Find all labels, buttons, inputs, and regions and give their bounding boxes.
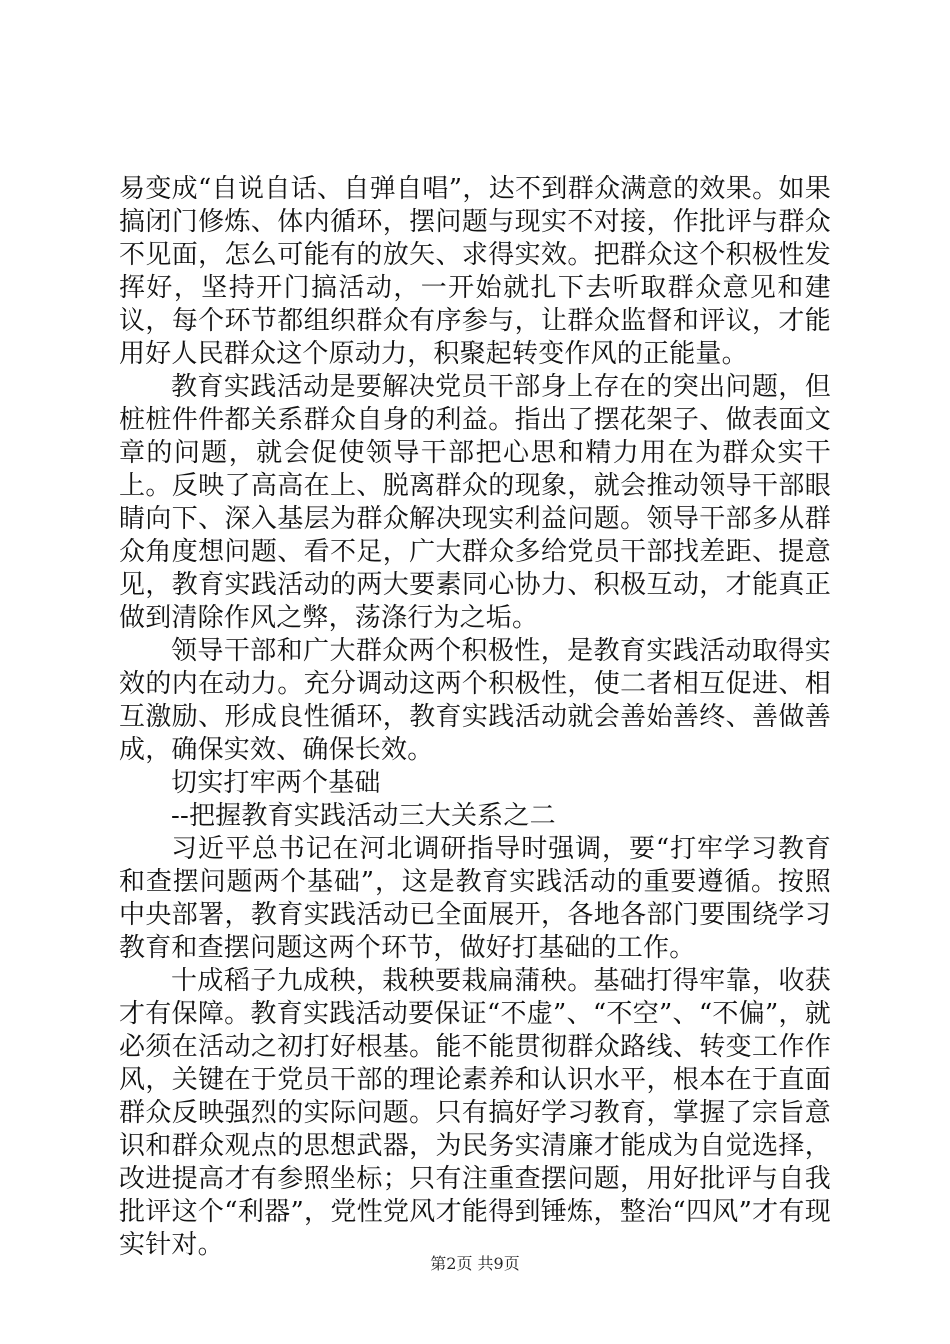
section-title: 切实打牢两个基础 bbox=[171, 768, 381, 798]
paragraph-2: 教育实践活动是要解决党员干部身上存在的突出问题，但桩桩件件都关系群众自身的利益。指出了摆花架子、做表面文章的问题，就会促使领导干部把心思和精力用在为群众实干上。反映了高高在上、脱离群众的现象，就会推动领导干部眼睛向下、深入基层为群众解决现实利益问题。领导干部多从群众角度想问题、看不足，广大群众多给党员干部找差距、提意见，教育实践活动的两大要素同心协力、积极互动，才能真正做到清除作风之弊，荡涤行为之垢。 bbox=[119, 372, 831, 633]
page-number-footer: 第2页 共9页 bbox=[430, 1254, 520, 1273]
paragraph-3: 领导干部和广大群众两个积极性，是教育实践活动取得实效的内在动力。充分调动这两个积极性，使二者相互促进、相互激励、形成良性循环，教育实践活动就会善始善终、善做善成，确保实效、确保长效。 bbox=[119, 636, 831, 765]
document-body bbox=[119, 173, 831, 1262]
paragraph-1: 易变成“自说自话、自弹自唱”，达不到群众满意的效果。如果搞闭门修炼、体内循环，摆问题与现实不对接，作批评与群众不见面，怎么可能有的放矢、求得实效。把群众这个积极性发挥好，坚持开门搞活动，一开始就扎下去听取群众意见和建议，每个环节都组织群众有序参与，让群众监督和评议，才能用好人民群众这个原动力，积聚起转变作风的正能量。 bbox=[119, 174, 831, 369]
paragraph-4: 习近平总书记在河北调研指导时强调，要“打牢学习教育和查摆问题两个基础”，这是教育实践活动的重要遵循。按照中央部署，教育实践活动已全面展开，各地各部门要围绕学习教育和查摆问题这两个环节，做好打基础的工作。 bbox=[119, 834, 831, 963]
paragraph-5: 十成稻子九成秧，栽秧要栽扁蒲秧。基础打得牢靠，收获才有保障。教育实践活动要保证“不虚”、“不空”、“不偏”，就必须在活动之初打好根基。能不能贯彻群众路线、转变工作作风，关键在于党员干部的理论素养和认识水平，根本在于直面群众反映强烈的实际问题。只有搞好学习教育，掌握了宗旨意识和群众观点的思想武器，为民务实清廉才能成为自觉选择，改进提高才有参照坐标；只有注重查摆问题，用好批评与自我批评这个“利器”，党性党风才能得到锤炼，整治“四风”才有现实针对。 bbox=[119, 966, 831, 1260]
section-subtitle: --把握教育实践活动三大关系之二 bbox=[171, 801, 556, 831]
